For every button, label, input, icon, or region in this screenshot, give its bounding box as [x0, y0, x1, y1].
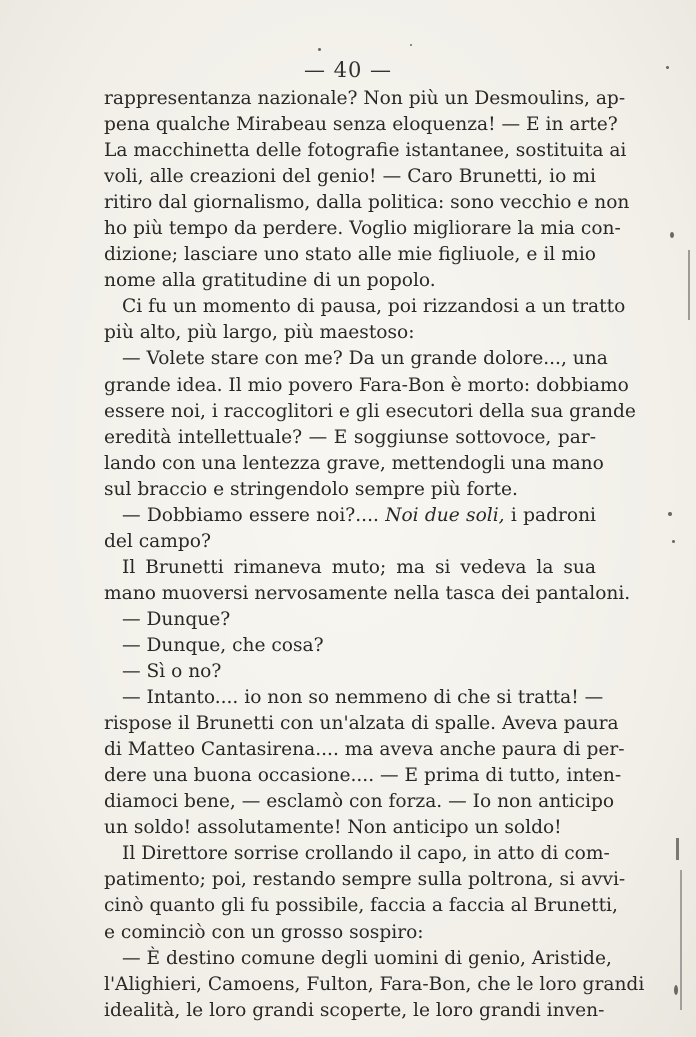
text-line-content: dere una buona occasione.... — E prima di tutto, inten-: [104, 765, 622, 787]
text-line-content: cinò quanto gli fu possibile, faccia a faccia al Brunetti,: [104, 895, 618, 917]
text-line: [104, 294, 626, 320]
text-line: [104, 320, 596, 346]
page-number: — 40 —: [303, 58, 393, 82]
text-line: [104, 268, 596, 294]
text-line: [104, 190, 630, 216]
text-line-content: voli, alle creazioni del genio! — Caro Brunetti, io mi: [104, 166, 596, 188]
text-line: [104, 841, 610, 867]
text-line-content: sul braccio e stringendolo sempre più forte.: [104, 478, 518, 500]
text-line-content: dizione; lasciare uno stato alle mie figliuole, e il mio: [104, 244, 596, 266]
text-line-content: grande idea. Il mio povero Fara-Bon è morto: dobbiamo: [104, 374, 629, 396]
page-edge-mark: [688, 250, 690, 320]
text-line: [104, 789, 615, 815]
text-line-content: — Volete stare con me? Da un grande dolore..., una: [122, 348, 608, 370]
text-line: [104, 685, 604, 711]
text-line: [104, 346, 608, 372]
text-line: [104, 867, 626, 893]
text-line: [104, 216, 621, 242]
text-line: [104, 659, 596, 685]
text-line-content: Ci fu un momento di pausa, poi rizzandosi a un tratto: [122, 296, 626, 318]
text-line-content: — Sì o no?: [122, 661, 222, 683]
text-line: [104, 477, 596, 503]
text-line-content: rappresentanza nazionale? Non più un Desmoulins, ap-: [104, 88, 626, 109]
text-line-content: — Dunque, che cosa?: [122, 634, 324, 656]
ink-speck: [318, 48, 321, 51]
text-line-content: diamoci bene, — esclamò con forza. — Io non anticipo: [104, 791, 615, 813]
text-line: [104, 815, 596, 841]
text-line-content: nome alla gratitudine di un popolo.: [104, 270, 436, 292]
text-line-italic: Noi due soli,: [385, 504, 505, 526]
text-line-content: più alto, più largo, più maestoso:: [104, 322, 415, 344]
text-line-content: un soldo! assolutamente! Non anticipo un soldo!: [104, 817, 562, 839]
text-line: [104, 763, 622, 789]
text-line: [104, 425, 596, 451]
ink-speck: [674, 985, 678, 995]
text-line-content: di Matteo Cantasirena.... ma aveva anche paura di per-: [104, 739, 625, 761]
ink-speck: [410, 44, 412, 46]
text-line-content: patimento; poi, restando sempre sulla poltrona, si avvi-: [104, 869, 626, 891]
text-line: [104, 399, 636, 425]
text-line: [104, 711, 619, 737]
text-line: [104, 607, 596, 633]
text-line-content: ho più tempo da perdere. Voglio migliorare la mia con-: [104, 218, 621, 240]
text-line-content: e cominciò con un grosso sospiro:: [104, 921, 424, 943]
text-line: [104, 164, 596, 190]
page-edge-mark: [680, 870, 682, 1010]
text-line-content: del campo?: [104, 530, 211, 552]
text-line: [104, 242, 596, 268]
ink-speck: [668, 512, 672, 516]
text-line: [104, 633, 596, 659]
text-line: [104, 893, 618, 919]
text-line-content: — Dobbiamo essere noi?....: [122, 504, 386, 526]
text-line: [104, 503, 596, 529]
text-line: [104, 737, 625, 763]
text-line: [104, 998, 605, 1024]
text-line: [104, 555, 596, 581]
text-line-content: Il Brunetti rimaneva muto; ma si vedeva la sua: [122, 556, 596, 578]
text-line-content: idealità, le loro grandi scoperte, le loro grandi inven-: [104, 999, 605, 1021]
text-line-content: La macchinetta delle fotografie istantanee, sostituita ai: [104, 140, 627, 162]
text-line: [104, 373, 629, 399]
text-line-content: essere noi, i raccoglitori e gli esecutori della sua grande: [104, 400, 636, 422]
text-line: [104, 451, 604, 477]
text-line-content: — È destino comune degli uomini di genio, Aristide,: [122, 947, 612, 969]
text-line-content: — Intanto.... io non so nemmeno di che si tratta! —: [122, 687, 604, 709]
text-line: [104, 138, 627, 164]
text-line: [104, 529, 596, 555]
text-line-continuation: i padroni: [504, 504, 596, 526]
ink-speck: [670, 232, 674, 238]
page-edge-mark: [676, 838, 679, 860]
text-line: [104, 920, 596, 946]
text-line-content: l'Alighieri, Camoens, Fulton, Fara-Bon, che le loro grandi: [104, 973, 645, 995]
page-body-text: [104, 86, 645, 1024]
text-line-content: mano muoversi nervosamente nella tasca dei pantaloni.: [104, 582, 631, 604]
text-line-content: pena qualche Mirabeau senza eloquenza! — E in arte?: [104, 114, 618, 136]
text-line: [104, 112, 618, 138]
text-line-content: ritiro dal giornalismo, dalla politica: sono vecchio e non: [104, 192, 630, 214]
text-line: [104, 972, 645, 998]
ink-speck: [666, 66, 669, 69]
ink-speck: [672, 540, 675, 543]
text-line-content: lando con una lentezza grave, mettendogli una mano: [104, 452, 604, 474]
text-line-content: — Dunque?: [122, 608, 231, 630]
text-line-content: rispose il Brunetti con un'alzata di spalle. Aveva paura: [104, 713, 619, 735]
text-line-content: Il Direttore sorrise crollando il capo, in atto di com-: [122, 843, 610, 865]
text-line-content: eredità intellettuale? — E soggiunse sottovoce, par-: [104, 426, 596, 448]
text-line: [104, 581, 631, 607]
text-line: [104, 86, 626, 112]
text-line: [104, 946, 612, 972]
